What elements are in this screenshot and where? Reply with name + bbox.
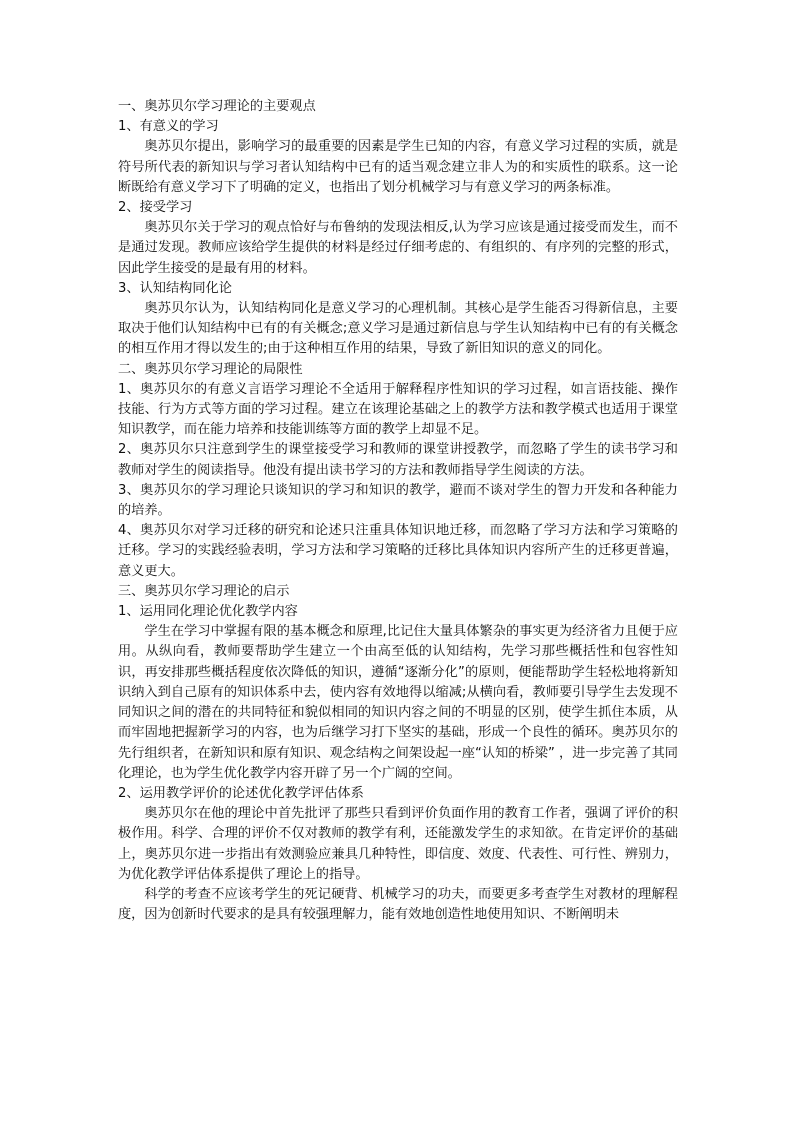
subheading-meaningful-learning: 1、有意义的学习 xyxy=(118,119,219,135)
limitation-item-4: 4、奥苏贝尔对学习迁移的研究和论述只注重具体知识地迁移，而忽略了学习方法和学习策略的迁移。学习的实践经验表明，学习方法和学习策略的迁移比具体知识内容所产生的迁移更普遍，意义更大。 xyxy=(118,523,678,579)
limitation-item-3: 3、奥苏贝尔的学习理论只谈知识的学习和知识的教学，避而不谈对学生的智力开发和各种能力的培养。 xyxy=(118,482,678,519)
subheading-optimize-content: 1、运用同化理论优化教学内容 xyxy=(118,604,298,620)
paragraph-evaluation-2: 科学的考查不应该考学生的死记硬背、机械学习的功夫，而要更多考查学生对教材的理解程度，因为创新时代要求的是具有较强理解力，能有效地创造性地使用知识、不断阐明未 xyxy=(118,886,678,923)
paragraph-assimilation-theory: 奥苏贝尔认为，认知结构同化是意义学习的心理机制。其核心是学生能否习得新信息，主要取决于他们认知结构中已有的有关概念;意义学习是通过新信息与学生认知结构中已有的有关概念的相互作用才得以发生的;由于这种相互作用的结果，导致了新旧知识的意义的同化。 xyxy=(118,301,678,357)
paragraph-meaningful-learning: 奥苏贝尔提出，影响学习的最重要的因素是学生已知的内容，有意义学习过程的实质，就是符号所代表的新知识与学习者认知结构中已有的适当观念建立非人为的和实质性的联系。这一论断既给有意义学习下了明确的定义，也指出了划分机械学习与有意义学习的两条标准。 xyxy=(118,139,678,195)
section-heading-limitations: 二、奥苏贝尔学习理论的局限性 xyxy=(118,361,303,377)
subheading-reception-learning: 2、接受学习 xyxy=(118,200,193,216)
section-heading-main-views: 一、奥苏贝尔学习理论的主要观点 xyxy=(118,99,316,114)
subheading-assimilation-theory: 3、认知结构同化论 xyxy=(118,280,232,296)
paragraph-optimize-content: 学生在学习中掌握有限的基本概念和原理,比记住大量具体繁杂的事实更为经济省力且便于应用。从纵向看，教师要帮助学生建立一个由高至低的认知结构，先学习那些概括性和包容性知识，再安排那些概括程度依次降低的知识，遵循“逐渐分化”的原则，便能帮助学生轻松地将新知识纳入到自己原有的知识体系中去，使内容有效地得以缩减;从横向看，教师要引导学生去发现不同知识之间的潜在的共同特征和貌似相同的知识内容之间的不明显的区别，使学生抓住本质，从而牢固地把握新学习的内容，也为后继学习打下坚实的基础，形成一个良性的循环。奥苏贝尔的先行组织者，在新知识和原有知识、观念结构之间架设起一座“认知的桥梁” ，进一步完善了其同化理论，也为学生优化教学内容开辟了另一个广阔的空间。 xyxy=(118,624,678,781)
paragraph-evaluation-1: 奥苏贝尔在他的理论中首先批评了那些只看到评价负面作用的教育工作者，强调了评价的积极作用。科学、合理的评价不仅对教师的教学有利，还能激发学生的求知欲。在肯定评价的基础上，奥苏贝尔进一步指出有效测验应兼具几种特性，即信度、效度、代表性、可行性、辨别力，为优化教学评估体系提供了理论上的指导。 xyxy=(118,806,678,882)
subheading-optimize-evaluation: 2、运用教学评价的论述优化教学评估体系 xyxy=(118,785,364,801)
section-heading-implications: 三、奥苏贝尔学习理论的启示 xyxy=(118,583,290,599)
limitation-item-1: 1、奥苏贝尔的有意义言语学习理论不全适用于解释程序性知识的学习过程，如言语技能、操作技能、行为方式等方面的学习过程。建立在该理论基础之上的教学方法和教学模式也适用于课堂知识教学，而在能力培养和技能训练等方面的教学上却显不足。 xyxy=(118,381,678,438)
limitation-item-2: 2、奥苏贝尔只注意到学生的课堂接受学习和教师的课堂讲授教学，而忽略了学生的读书学习和教师对学生的阅读指导。他没有提出读书学习的方法和教师指导学生阅读的方法。 xyxy=(118,442,678,478)
paragraph-reception-learning: 奥苏贝尔关于学习的观点恰好与布鲁纳的发现法相反,认为学习应该是通过接受而发生，而不是通过发现。教师应该给学生提供的材料是经过仔细考虑的、有组织的、有序列的完整的形式，因此学生接受的是最有用的材料。 xyxy=(118,220,678,276)
document-body xyxy=(118,97,678,925)
